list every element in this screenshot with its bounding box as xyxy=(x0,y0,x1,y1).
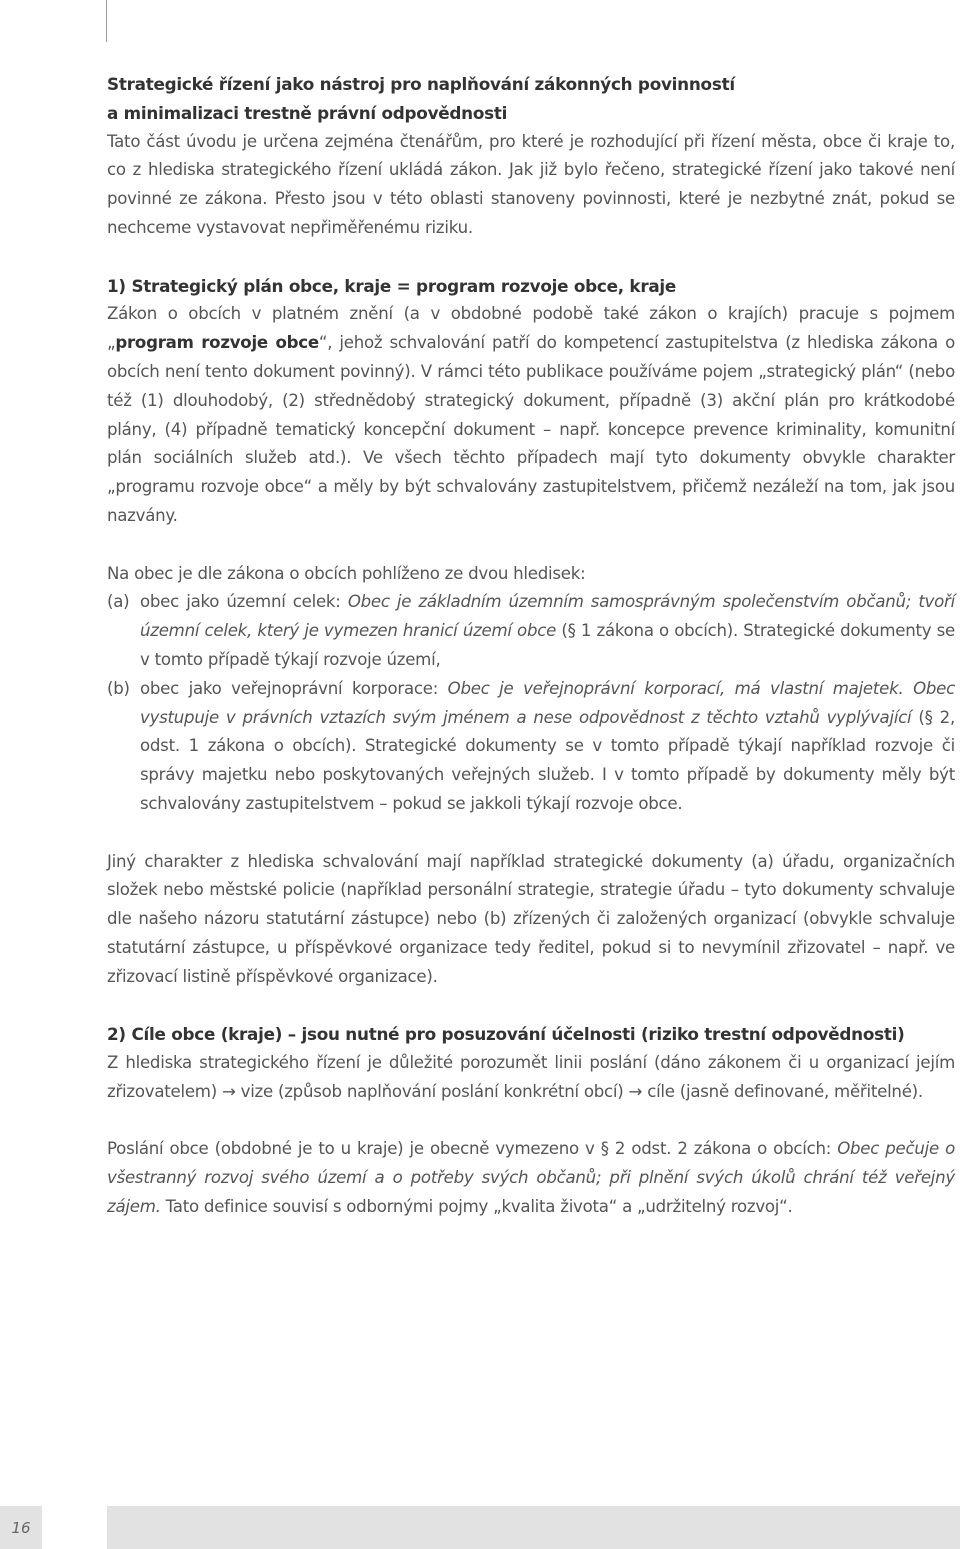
list-item-a xyxy=(107,588,955,674)
list-item-b xyxy=(107,675,955,819)
section-2-p2-text-a: Poslání obce (obdobné je to u kraje) je obecně vymezeno v § 2 odst. 2 zákona o obcích: xyxy=(107,1139,838,1159)
section-1-paragraph-1 xyxy=(107,300,955,530)
list-item-a-text-1: obec jako územní celek: xyxy=(140,592,348,612)
list-item-a-body xyxy=(140,588,955,674)
section-title-line-1: Strategické řízení jako nástroj pro naplňování zákonných povinností xyxy=(107,74,735,94)
section-1-p1-text-b: “, jehož schvalování patří do kompetencí zastupitelstva (z hlediska zákona o obcích není tento dokument povinný). V rámci této publikace používáme pojem „strategický plán“ (nebo též (1) dlouhodobý, (2) střednědobý strategický dokument, případně (3) akční plán pro krátkodobé plány, (4) případně tematický koncepční dokument – např. koncepce prevence kriminality, komunitní plán sociálních služeb atd.). Ve všech těchto případech mají tyto dokumenty obvykle charakter „programu rozvoje obce“ a měly by být schvalovány zastupitelstvem, přičemž nezáleží na tom, jak jsou nazvány. xyxy=(107,333,955,525)
section-2-p2-text-b: Tato definice souvisí s odbornými pojmy „kvalita života“ a „udržitelný rozvoj“. xyxy=(160,1197,793,1217)
list-item-b-text-1: obec jako veřejnoprávní korporace: xyxy=(140,678,448,698)
section-1-paragraph-3: Jiný charakter z hlediska schvalování mají například strategické dokumenty (a) úřadu, organizačních složek nebo městské policie (například personální strategie, strategie úřadu – tyto dokumenty schvaluje dle našeho názoru statutární zástupce) nebo (b) zřízených či založených organizací (obvykle schvaluje statutární zástupce, u příspěvkové organizace tedy ředitel, pokud si to nevymínil zřizovatel – např. ve zřizovací listině příspěvkové organizace). xyxy=(107,851,955,986)
list-item-a-text-2: (§ 1 zákona o obcích). Strategické dokumenty se v tomto případě týkají rozvoje území, xyxy=(140,621,955,669)
section-2-heading: 2) Cíle obce (kraje) – jsou nutné pro posuzování účelnosti (riziko trestní odpovědnosti) xyxy=(107,1024,905,1045)
list-item-a-label: (a) xyxy=(107,592,130,612)
section-2-p2-italic: Obec pečuje o všestranný rozvoj svého území a o potřeby svých občanů; při plnění svých úkolů chrání též veřejný zájem. xyxy=(107,1139,955,1217)
list-item-b-italic: Obec je veřejnoprávní korporací, má vlastní majetek. Obec vystupuje v právních vztazích svým jménem a nese odpovědnost z těchto vztahů vyplývající xyxy=(140,678,956,727)
document-body xyxy=(107,70,955,1222)
list-item-b-text-2: (§ 2, odst. 1 zákona o obcích). Strategické dokumenty se v tomto případě týkají například rozvoje či správy majetku nebo poskytovaných veřejných služeb. I v tomto případě by dokumenty měly být schvalovány zastupitelstvem – pokud se jakkoli týkají rozvoje obce. xyxy=(140,707,955,813)
top-divider-line xyxy=(106,0,107,42)
list-item-b-label: (b) xyxy=(107,678,130,698)
section-1-paragraph-2-intro: Na obec je dle zákona o obcích pohlíženo ze dvou hledisek: xyxy=(107,563,586,583)
intro-paragraph: Tato část úvodu je určena zejména čtenářům, pro které je rozhodující při řízení města, obce či kraje to, co z hlediska strategického řízení ukládá zákon. Jak již bylo řečeno, strategické řízení jako takové není povinné ze zákona. Přesto jsou v této oblasti stanoveny povinnosti, které je nezbytné znát, pokud se nechceme vystavovat nepřiměřenému riziku. xyxy=(107,131,955,237)
footer-bar xyxy=(107,1506,960,1549)
page-number: 16 xyxy=(0,1506,42,1549)
list-item-a-italic: Obec je základním územním samosprávným společenstvím občanů; tvoří územní celek, který je vymezen hranicí území obce xyxy=(140,592,955,641)
list-item-b-body xyxy=(140,675,955,819)
section-1-p1-text-a: Zákon o obcích v platném znění (a v obdobné podobě také zákon o krajích) pracuje s pojmem „ xyxy=(107,304,955,353)
section-title-line-2: a minimalizaci trestně právní odpovědnosti xyxy=(107,102,508,123)
section-2-paragraph-1: Z hlediska strategického řízení je důležité porozumět linii poslání (dáno zákonem či u organizací jejím zřizovatelem) → vize (způsob naplňování poslání konkrétní obcí) → cíle (jasně definované, měřitelné). xyxy=(107,1053,955,1101)
section-2-paragraph-2 xyxy=(107,1135,955,1221)
section-1-p1-bold-term: program rozvoje obce xyxy=(115,333,319,353)
section-1-heading: 1) Strategický plán obce, kraje = program rozvoje obce, kraje xyxy=(107,275,677,296)
section-title xyxy=(107,70,955,128)
